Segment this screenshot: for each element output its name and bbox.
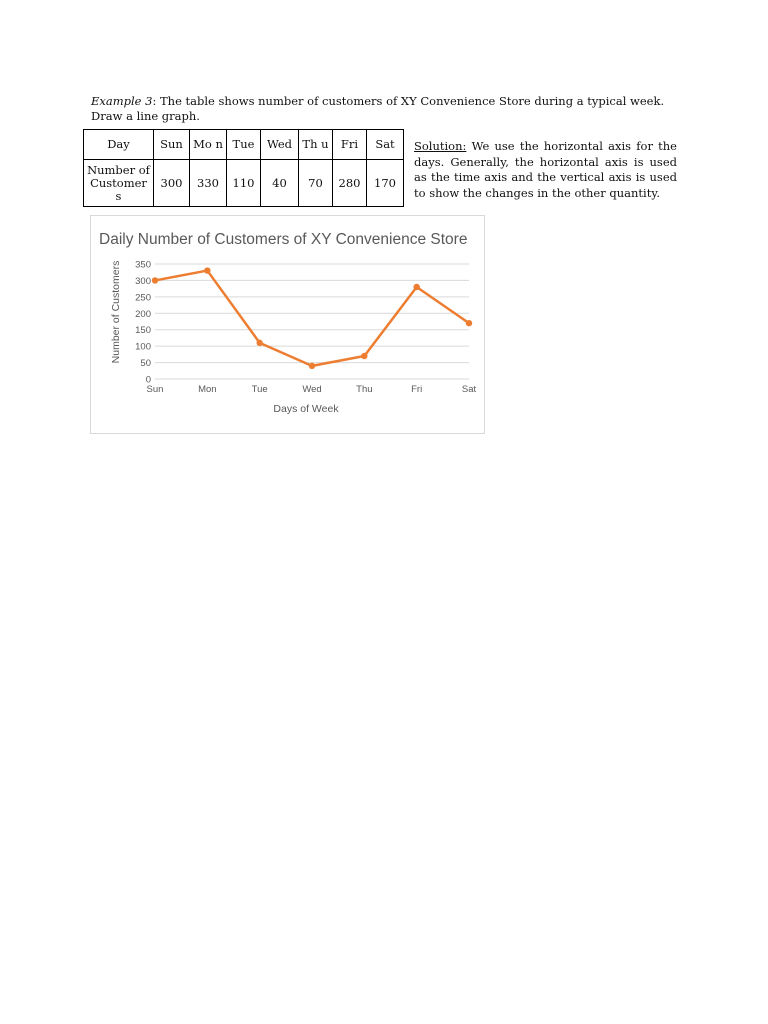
value-cell: 40 (261, 160, 299, 207)
value-cell: 170 (367, 160, 404, 207)
data-point (466, 320, 472, 326)
y-tick-label: 150 (135, 325, 151, 337)
x-tick-label: Sat (461, 384, 477, 395)
chart-title: Daily Number of Customers of XY Convenience Store (99, 231, 468, 248)
y-tick-label: 100 (135, 341, 151, 353)
y-tick-label: 0 (145, 374, 151, 386)
solution-paragraph (414, 139, 677, 201)
customers-series (152, 267, 472, 369)
value-cell: 70 (299, 160, 333, 207)
day-header-cell: Mo n (190, 130, 227, 160)
data-point (152, 277, 158, 283)
day-header-cell: Fri (333, 130, 367, 160)
value-cell: 300 (154, 160, 190, 207)
y-axis-ticks (135, 260, 151, 386)
data-point (256, 340, 262, 346)
y-axis-title: Number of Customers (110, 260, 122, 364)
solution-label: Solution: (414, 139, 467, 153)
customers-table (83, 129, 404, 207)
value-cell: 280 (333, 160, 367, 207)
x-axis-title: Days of Week (273, 403, 339, 415)
data-point (361, 353, 367, 359)
solution-text: We use the horizontal axis for the days. Generally, the horizontal axis is used as the time axis and the vertical axis is used to show the changes in the other quantity. (414, 139, 677, 200)
y-tick-label: 350 (135, 259, 151, 271)
example-label: Example 3 (91, 94, 153, 108)
x-axis-ticks (147, 384, 477, 395)
data-point (309, 363, 315, 369)
x-tick-label: Wed (302, 384, 322, 395)
day-header-cell: Th u (299, 130, 333, 160)
x-tick-label: Mon (198, 384, 217, 395)
day-header-cell: Sun (154, 130, 190, 160)
row-label-cell: Number of Customer s (84, 160, 154, 207)
day-header-cell: Tue (227, 130, 261, 160)
example-intro (91, 94, 681, 123)
x-tick-label: Tue (251, 384, 268, 395)
y-tick-label: 250 (135, 292, 151, 304)
day-header-cell: Wed (261, 130, 299, 160)
example-text: : The table shows number of customers of XY Convenience Store during a typical week. Draw a line graph. (91, 94, 665, 123)
series-line (155, 271, 469, 366)
table-header-row (84, 130, 404, 160)
header-cell-day: Day (84, 130, 154, 160)
x-tick-label: Sun (146, 384, 164, 395)
gridlines (155, 264, 469, 379)
value-cell: 330 (190, 160, 227, 207)
data-point (204, 267, 210, 273)
line-chart (90, 215, 485, 434)
y-tick-label: 200 (135, 308, 151, 320)
table-data-row (84, 160, 404, 207)
x-tick-label: Fri (411, 384, 423, 395)
y-tick-label: 300 (135, 275, 151, 287)
data-point (413, 284, 419, 290)
x-tick-label: Thu (356, 384, 373, 395)
day-header-cell: Sat (367, 130, 404, 160)
line-chart-svg (91, 216, 484, 433)
value-cell: 110 (227, 160, 261, 207)
y-tick-label: 50 (140, 358, 151, 370)
